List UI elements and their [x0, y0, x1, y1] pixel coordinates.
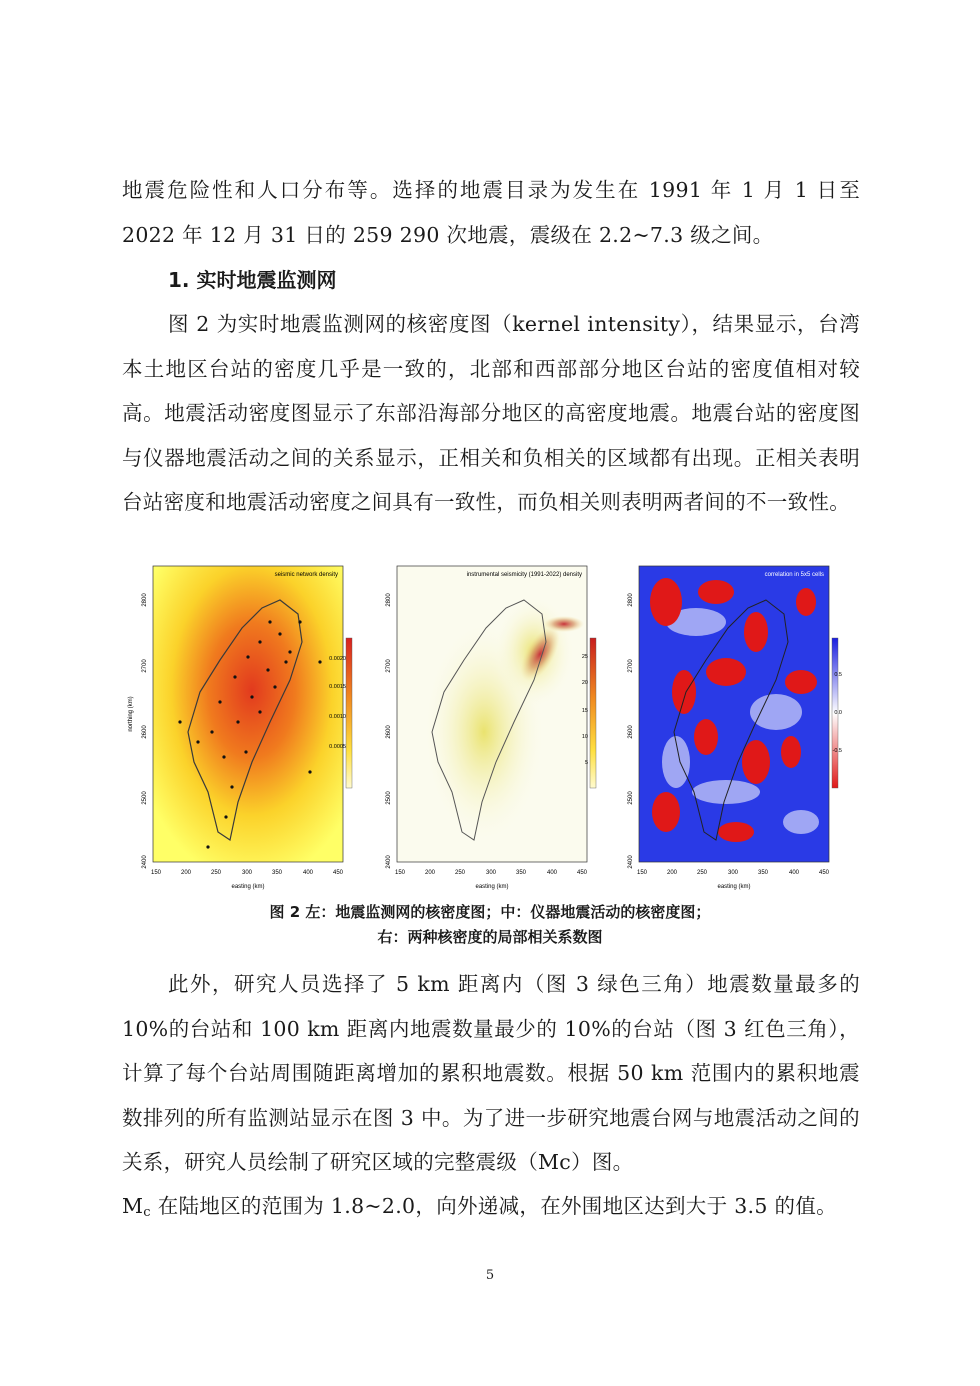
y-axis-label: northing (km) — [128, 696, 134, 732]
svg-text:20: 20 — [581, 680, 588, 686]
svg-text:10: 10 — [581, 734, 588, 740]
svg-text:200: 200 — [666, 870, 678, 876]
y-ticks — [142, 593, 148, 869]
svg-text:200: 200 — [180, 870, 192, 876]
mc-subscript: c — [143, 1205, 151, 1220]
svg-text:350: 350 — [271, 870, 283, 876]
svg-text:350: 350 — [757, 870, 769, 876]
svg-text:150: 150 — [394, 870, 406, 876]
svg-text:15: 15 — [581, 708, 588, 714]
svg-text:2400: 2400 — [386, 855, 392, 869]
x-axis-label: easting (km) — [717, 884, 751, 890]
svg-text:5: 5 — [584, 760, 588, 766]
body-paragraph-2: 图 2 为实时地震监测网的核密度图（kernel intensity），结果显示，台湾本土地区台站的密度几乎是一致的，北部和西部部分地区台站的密度值相对较高。地震活动密度图显示了东部沿海部分地区的高密度地震。地震台站的密度图与仪器地震活动之间的关系显示，正相关和负相关的区域都有出现。正相关表明台站密度和地震活动密度之间具有一致性，而负相关则表明两者间的不一致性。 — [122, 312, 860, 514]
svg-text:2800: 2800 — [142, 593, 148, 607]
svg-text:0.0010: 0.0010 — [329, 714, 346, 720]
x-ticks — [637, 870, 830, 876]
svg-text:2500: 2500 — [628, 791, 634, 805]
x-ticks — [151, 870, 344, 876]
svg-text:150: 150 — [150, 870, 162, 876]
y-ticks — [386, 593, 392, 869]
svg-text:300: 300 — [241, 870, 253, 876]
svg-text:2800: 2800 — [628, 593, 634, 607]
panel-title: seismic network density — [274, 572, 338, 578]
svg-text:250: 250 — [210, 870, 222, 876]
svg-text:2700: 2700 — [386, 659, 392, 673]
svg-text:2600: 2600 — [386, 725, 392, 739]
svg-text:25: 25 — [581, 654, 588, 660]
x-axis-label: easting (km) — [475, 884, 509, 890]
svg-text:150: 150 — [636, 870, 648, 876]
svg-text:0.0020: 0.0020 — [329, 656, 346, 662]
svg-text:2700: 2700 — [142, 659, 148, 673]
svg-text:2400: 2400 — [628, 855, 634, 869]
svg-text:400: 400 — [546, 870, 558, 876]
panel-title: instrumental seismicity (1991-2022) density — [466, 572, 582, 578]
colorbar — [590, 638, 596, 788]
svg-text:250: 250 — [696, 870, 708, 876]
svg-text:2700: 2700 — [628, 659, 634, 673]
svg-text:450: 450 — [818, 870, 830, 876]
body-paragraph-4 — [122, 1184, 860, 1236]
colorbar — [346, 638, 352, 788]
svg-text:250: 250 — [454, 870, 466, 876]
panel-title: correlation in 5x5 cells — [764, 572, 824, 578]
mc-symbol: M — [122, 1194, 144, 1218]
svg-text:400: 400 — [302, 870, 314, 876]
heatmap-area — [153, 566, 343, 862]
body-paragraph-1: 地震危险性和人口分布等。选择的地震目录为发生在 1991 年 1 月 1 日至 2022 年 12 月 31 日的 259 290 次地震，震级在 2.2~7.3 级之间。 — [122, 178, 860, 247]
svg-text:2600: 2600 — [142, 725, 148, 739]
x-ticks — [395, 870, 588, 876]
figure-2 — [120, 562, 842, 900]
svg-text:400: 400 — [788, 870, 800, 876]
svg-text:350: 350 — [515, 870, 527, 876]
paragraph-4-text: 在陆地区的范围为 1.8~2.0，向外递减，在外围地区达到大于 3.5 的值。 — [150, 1194, 837, 1218]
svg-text:2500: 2500 — [142, 791, 148, 805]
svg-text:200: 200 — [424, 870, 436, 876]
y-ticks — [628, 593, 634, 869]
figure-caption-line-2: 右：两种核密度的局部相关系数图 — [377, 928, 603, 946]
page-number: 5 — [485, 1268, 495, 1283]
svg-text:0.0: 0.0 — [834, 710, 842, 716]
section-heading: 1. 实时地震监测网 — [168, 268, 337, 292]
svg-text:450: 450 — [576, 870, 588, 876]
svg-text:0.0005: 0.0005 — [329, 744, 346, 750]
svg-text:2400: 2400 — [142, 855, 148, 869]
svg-text:450: 450 — [332, 870, 344, 876]
svg-text:2800: 2800 — [386, 593, 392, 607]
svg-text:2600: 2600 — [628, 725, 634, 739]
svg-text:0.5: 0.5 — [834, 672, 842, 678]
svg-text:300: 300 — [727, 870, 739, 876]
x-axis-label: easting (km) — [231, 884, 265, 890]
svg-text:-0.5: -0.5 — [832, 748, 842, 754]
figure-caption-line-1: 图 2 左：地震监测网的核密度图；中：仪器地震活动的核密度图； — [269, 903, 711, 921]
svg-text:0.0015: 0.0015 — [329, 684, 346, 690]
body-paragraph-3: 此外，研究人员选择了 5 km 距离内（图 3 绿色三角）地震数量最多的 10%的台站和 100 km 距离内地震数量最少的 10%的台站（图 3 红色三角），计算了每个台站周围随距离增加的累积地震数。根据 50 km 范围内的累积地震数排列的所有监测站显示在图 3 中。为了进一步研究地震台网与地震活动之间的关系，研究人员绘制了研究区域的完整震级（Mc）图。 — [122, 972, 860, 1174]
svg-text:300: 300 — [485, 870, 497, 876]
svg-text:2500: 2500 — [386, 791, 392, 805]
